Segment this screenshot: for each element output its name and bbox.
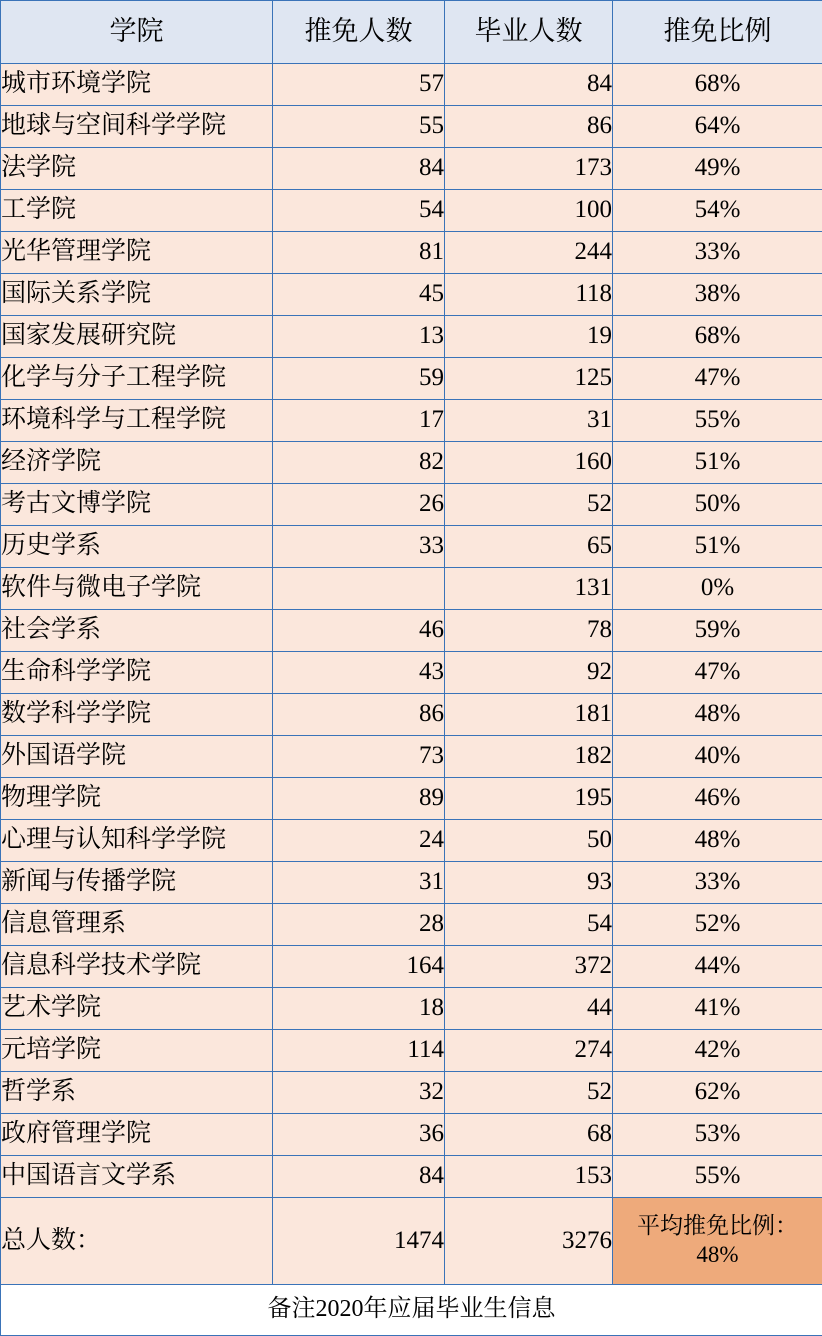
cell-recommended: 89 (273, 778, 445, 820)
cell-graduates: 65 (445, 526, 613, 568)
cell-college: 艺术学院 (1, 988, 273, 1030)
cell-college: 国际关系学院 (1, 274, 273, 316)
cell-college: 化学与分子工程学院 (1, 358, 273, 400)
table-row (1, 442, 822, 484)
cell-ratio: 40% (613, 736, 822, 778)
table-row (1, 316, 822, 358)
cell-ratio: 38% (613, 274, 822, 316)
average-ratio-label: 平均推免比例： (617, 1212, 818, 1241)
cell-ratio: 53% (613, 1114, 822, 1156)
cell-graduates: 54 (445, 904, 613, 946)
cell-college: 外国语学院 (1, 736, 273, 778)
cell-recommended: 73 (273, 736, 445, 778)
cell-ratio: 50% (613, 484, 822, 526)
table-row (1, 904, 822, 946)
cell-college: 中国语言文学系 (1, 1156, 273, 1198)
cell-recommended: 18 (273, 988, 445, 1030)
table-row (1, 1072, 822, 1114)
cell-recommended: 164 (273, 946, 445, 988)
cell-ratio: 33% (613, 862, 822, 904)
cell-ratio: 48% (613, 820, 822, 862)
cell-graduates: 274 (445, 1030, 613, 1072)
cell-college: 新闻与传播学院 (1, 862, 273, 904)
cell-graduates: 118 (445, 274, 613, 316)
cell-ratio: 64% (613, 106, 822, 148)
cell-ratio: 47% (613, 358, 822, 400)
cell-graduates: 31 (445, 400, 613, 442)
cell-college: 国家发展研究院 (1, 316, 273, 358)
cell-ratio: 44% (613, 946, 822, 988)
cell-recommended: 84 (273, 1156, 445, 1198)
table-row (1, 1156, 822, 1198)
cell-graduates: 244 (445, 232, 613, 274)
cell-graduates: 100 (445, 190, 613, 232)
cell-graduates: 52 (445, 1072, 613, 1114)
cell-recommended: 54 (273, 190, 445, 232)
cell-recommended: 26 (273, 484, 445, 526)
table-row (1, 106, 822, 148)
footnote: 备注2020年应届毕业生信息 (1, 1285, 822, 1336)
table-row (1, 946, 822, 988)
cell-ratio: 42% (613, 1030, 822, 1072)
table-row (1, 568, 822, 610)
cell-ratio: 55% (613, 1156, 822, 1198)
cell-college: 物理学院 (1, 778, 273, 820)
cell-recommended: 55 (273, 106, 445, 148)
cell-graduates: 182 (445, 736, 613, 778)
total-recommended: 1474 (273, 1198, 445, 1285)
cell-recommended: 81 (273, 232, 445, 274)
cell-college: 信息管理系 (1, 904, 273, 946)
cell-ratio: 47% (613, 652, 822, 694)
cell-ratio: 49% (613, 148, 822, 190)
table-row (1, 400, 822, 442)
cell-ratio: 59% (613, 610, 822, 652)
cell-college: 信息科学技术学院 (1, 946, 273, 988)
table-row (1, 148, 822, 190)
cell-graduates: 68 (445, 1114, 613, 1156)
cell-graduates: 84 (445, 64, 613, 106)
cell-college: 生命科学学院 (1, 652, 273, 694)
column-header-college: 学院 (1, 1, 273, 64)
cell-ratio: 0% (613, 568, 822, 610)
cell-graduates: 19 (445, 316, 613, 358)
column-header-graduates: 毕业人数 (445, 1, 613, 64)
cell-college: 哲学系 (1, 1072, 273, 1114)
cell-college: 数学科学学院 (1, 694, 273, 736)
cell-recommended: 31 (273, 862, 445, 904)
cell-graduates: 52 (445, 484, 613, 526)
cell-graduates: 153 (445, 1156, 613, 1198)
cell-recommended: 36 (273, 1114, 445, 1156)
cell-college: 心理与认知科学学院 (1, 820, 273, 862)
column-header-ratio: 推免比例 (613, 1, 822, 64)
cell-college: 元培学院 (1, 1030, 273, 1072)
cell-recommended: 46 (273, 610, 445, 652)
table-row (1, 988, 822, 1030)
cell-recommended: 114 (273, 1030, 445, 1072)
cell-graduates: 131 (445, 568, 613, 610)
table-row (1, 358, 822, 400)
cell-graduates: 93 (445, 862, 613, 904)
table-row (1, 232, 822, 274)
cell-college: 软件与微电子学院 (1, 568, 273, 610)
cell-graduates: 92 (445, 652, 613, 694)
cell-graduates: 372 (445, 946, 613, 988)
cell-recommended: 32 (273, 1072, 445, 1114)
table-row (1, 484, 822, 526)
cell-ratio: 51% (613, 442, 822, 484)
table-body (1, 1, 822, 1336)
cell-ratio: 68% (613, 316, 822, 358)
cell-college: 社会学系 (1, 610, 273, 652)
cell-recommended: 43 (273, 652, 445, 694)
cell-ratio: 33% (613, 232, 822, 274)
cell-college: 光华管理学院 (1, 232, 273, 274)
total-label: 总人数： (1, 1198, 273, 1285)
cell-graduates: 125 (445, 358, 613, 400)
cell-ratio: 48% (613, 694, 822, 736)
cell-graduates: 86 (445, 106, 613, 148)
table-total-row (1, 1198, 822, 1285)
table-row (1, 736, 822, 778)
table-row (1, 190, 822, 232)
cell-recommended: 17 (273, 400, 445, 442)
cell-recommended: 84 (273, 148, 445, 190)
cell-recommended: 82 (273, 442, 445, 484)
table-row (1, 820, 822, 862)
cell-ratio: 51% (613, 526, 822, 568)
column-header-recommended: 推免人数 (273, 1, 445, 64)
cell-graduates: 195 (445, 778, 613, 820)
cell-ratio: 46% (613, 778, 822, 820)
cell-college: 经济学院 (1, 442, 273, 484)
cell-graduates: 160 (445, 442, 613, 484)
cell-ratio: 54% (613, 190, 822, 232)
cell-college: 城市环境学院 (1, 64, 273, 106)
table-row (1, 652, 822, 694)
cell-recommended (273, 568, 445, 610)
cell-ratio: 55% (613, 400, 822, 442)
cell-college: 历史学系 (1, 526, 273, 568)
table-row (1, 610, 822, 652)
cell-college: 地球与空间科学学院 (1, 106, 273, 148)
cell-recommended: 13 (273, 316, 445, 358)
table-row (1, 778, 822, 820)
cell-recommended: 57 (273, 64, 445, 106)
table-row (1, 64, 822, 106)
cell-college: 考古文博学院 (1, 484, 273, 526)
cell-recommended: 33 (273, 526, 445, 568)
total-graduates: 3276 (445, 1198, 613, 1285)
table-row (1, 274, 822, 316)
table-note-row (1, 1285, 822, 1336)
table-row (1, 862, 822, 904)
cell-ratio: 41% (613, 988, 822, 1030)
cell-recommended: 24 (273, 820, 445, 862)
table-row (1, 1114, 822, 1156)
cell-recommended: 28 (273, 904, 445, 946)
cell-graduates: 44 (445, 988, 613, 1030)
average-ratio-cell (613, 1198, 822, 1285)
cell-college: 工学院 (1, 190, 273, 232)
table-header-row (1, 1, 822, 64)
cell-recommended: 86 (273, 694, 445, 736)
table-row (1, 526, 822, 568)
cell-ratio: 52% (613, 904, 822, 946)
cell-ratio: 68% (613, 64, 822, 106)
cell-graduates: 173 (445, 148, 613, 190)
average-ratio-value: 48% (617, 1241, 818, 1270)
table-row (1, 1030, 822, 1072)
cell-college: 政府管理学院 (1, 1114, 273, 1156)
cell-college: 环境科学与工程学院 (1, 400, 273, 442)
cell-graduates: 50 (445, 820, 613, 862)
table-row (1, 694, 822, 736)
cell-graduates: 181 (445, 694, 613, 736)
cell-recommended: 45 (273, 274, 445, 316)
cell-recommended: 59 (273, 358, 445, 400)
cell-college: 法学院 (1, 148, 273, 190)
cell-ratio: 62% (613, 1072, 822, 1114)
cell-graduates: 78 (445, 610, 613, 652)
